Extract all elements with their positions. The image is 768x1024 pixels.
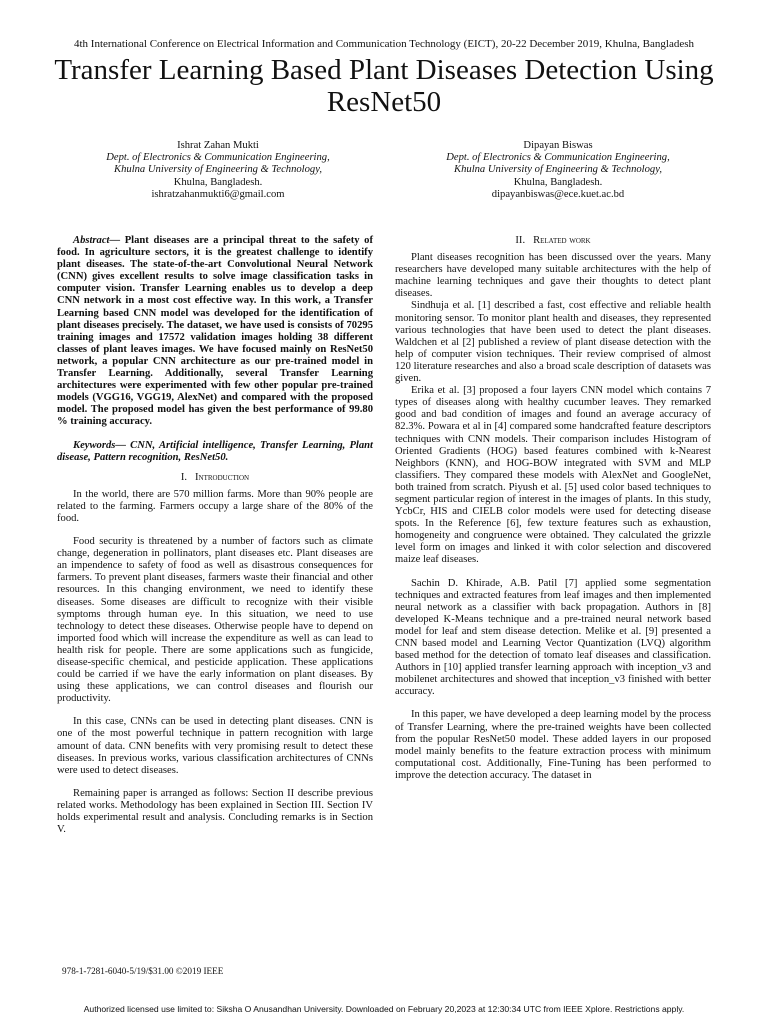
section-title: Introduction <box>195 471 250 483</box>
section-number: I. <box>180 471 188 483</box>
author-city: Khulna, Bangladesh. <box>173 176 263 188</box>
conference-header: 4th International Conference on Electrical Information and Communication Technology (EICT), 20-22 December 2019, Khulna, Bangladesh <box>73 38 695 50</box>
paragraph: Sindhuja et al. [1] described a fast, cost effective and reliable health monitoring sensor. To monitor plant health and diseases, they represented various technologies that have been used to detect the plant diseases. Waldchen et al [2] published a review of plant disease detection with the help of computer vision techniques. Their review comprised of almost 120 literature researches and also a broad scale description of datasets was given. <box>395 300 711 385</box>
author-dept: Dept. of Electronics & Communication Engineering, <box>446 152 670 164</box>
section-heading-introduction <box>57 472 373 484</box>
keywords-label: Keywords— <box>73 439 126 451</box>
author-email: ishratzahanmukti6@gmail.com <box>151 188 285 200</box>
left-column <box>57 235 373 836</box>
paragraph: Erika et al. [3] proposed a four layers CNN model which contains 7 types of diseases along with healthy cucumber leaves. They remarked good and bad condition of images and found an average accuracy of 82.3%. Powara et al in [4] compared some handcrafted feature descriptors techniques with CNN models. Their comparison includes Histogram of Oriented Gradients (HOG) based features combined with k-Nearest Neighbors (KNN), and HOG-BOW integrated with SVM and MLP classifiers. They compared these models with AlexNet and GoogleNet, both trained from scratch. Piyush et al. [5] used color based techniques to segment particular region of interest in the images of plants. In this study, YcbCr, HIS and CIELB color models were used for detecting disease spots. In the Reference [6], few texture features such as exhaustion, homogeneity and congruence were obtained. They calculated the grizzle level form on images and linked it with color selection and discovered maize leaf diseases. <box>395 385 711 566</box>
section-title: Related work <box>533 235 591 246</box>
paragraph: In this paper, we have developed a deep learning model by the process of Transfer Learning, where the pre-trained weights have been collected from the popular ResNet50 model. These added layers in our proposed model mainly benefits to the feature extraction process with minimum computational cost. Additionally, Fine-Tuning has been performed to improve the detection accuracy. The dataset in <box>395 709 711 781</box>
author-city: Khulna, Bangladesh. <box>513 176 603 188</box>
author-dept: Dept. of Electronics & Communication Engineering, <box>106 152 330 164</box>
abstract <box>57 235 373 429</box>
author-university: Khulna University of Engineering & Technology, <box>114 164 322 176</box>
keywords-text: CNN, Artificial intelligence, Transfer Learning, Plant disease, Pattern recognition, ResNet50. <box>57 439 373 463</box>
paragraph: In this case, CNNs can be used in detecting plant diseases. CNN is one of the most powerful technique in pattern recognition with large amount of data. CNN benefits with very promising result to detect these diseases. In previous works, various classification architectures of CNNs were used to detect diseases. <box>57 716 373 776</box>
author-name: Ishrat Zahan Mukti <box>177 140 259 151</box>
author-email: dipayanbiswas@ece.kuet.ac.bd <box>491 188 625 200</box>
license-notice: Authorized licensed use limited to: Siksha O Anusandhan University. Downloaded on February 20,2023 at 12:30:34 UTC from IEEE Xplore. Restrictions apply. <box>83 1004 685 1014</box>
author-university: Khulna University of Engineering & Technology, <box>454 164 662 176</box>
paragraph: Plant diseases recognition has been discussed over the years. Many researchers have developed many suitable architectures with the help of machine learning techniques and gave their thoughts to detect plant diseases. <box>395 252 711 300</box>
author-block-1 <box>68 140 368 201</box>
right-column <box>395 235 711 782</box>
paragraph: Food security is threatened by a number of factors such as climate change, degeneration in pollinators, plant diseases etc. Plant diseases are an impendence to safety of food as well as disastrous consequences for farmers. To prevent plant diseases, farmers waste their financial and other resources. In this changing environment, we need to identify these diseases. Some diseases are difficult to recognize with their visible symptoms through human eye. In this situation, we need to use technology to detect these diseases. Otherwise people have to depend on imported food which will increase the expenditure as well as can lead to health risk for people. There are some applications such as fungicide, disease-specific chemical, and pesticide application. These applications could be carried if we have the early information on plant diseases. By using these applications, we can control diseases and flourish our productivity. <box>57 536 373 705</box>
abstract-text: Plant diseases are a principal threat to the safety of food. In agriculture sectors, it is the greatest challenge to identify plant diseases. The state-of-the-art Convolutional Neural Network (CNN) gives excellent results to solve image classification tasks in computer vision. Transfer Learning enables us to develop a deep CNN network in a most cost effective way. In this work, a Transfer Learning based CNN model was developed for the identification of plant diseases precisely. The dataset, we have used is consists of 70295 training images and 17572 validation images holding 38 different classes of plant leaves images. We have focused mainly on ResNet50 network, a popular CNN architecture as our pre-trained model in Transfer Learning. Additionally, several Transfer Learning architectures were experimented with few other popular pre-trained models (VGG16, VGG19, AlexNet) and compared with the proposed model. The proposed model has given the best performance of 99.80 % training accuracy. <box>57 235 373 428</box>
abstract-label: Abstract— <box>73 235 121 246</box>
paragraph: Remaining paper is arranged as follows: Section II describe previous related works. Methodology has been explained in Section III. Section IV holds experimental result and analysis. Concluding remarks is in Section V. <box>57 787 373 836</box>
section-heading-related-work <box>395 235 711 247</box>
section-number: II. <box>515 235 526 246</box>
paragraph: In the world, there are 570 million farms. More than 90% people are related to the farming. Farmers occupy a large share of the 80% of the food. <box>57 488 373 524</box>
author-name: Dipayan Biswas <box>523 140 593 151</box>
copyright-code: 978-1-7281-6040-5/19/$31.00 ©2019 IEEE <box>62 966 224 976</box>
keywords <box>57 440 373 464</box>
paper-title: Transfer Learning Based Plant Diseases Detection Using ResNet50 <box>54 54 714 118</box>
paragraph: Sachin D. Khirade, A.B. Patil [7] applied some segmentation techniques and extracted features from leaf images and then implemented neural network as a classifier with back propagation. Authors in [8] developed K-Means technique and a pre-trained neural network based model for leaf and stem disease detection. Melike et al. [9] presented a CNN based model and Learning Vector Quantization (LVQ) algorithm based method for the detection of tomato leaf diseases and classification. Authors in [10] applied transfer learning approach with inception_v3 and mobilenet architectures and showed that inception_v3 finished with better accuracy. <box>395 577 711 698</box>
author-block-2 <box>408 140 708 201</box>
